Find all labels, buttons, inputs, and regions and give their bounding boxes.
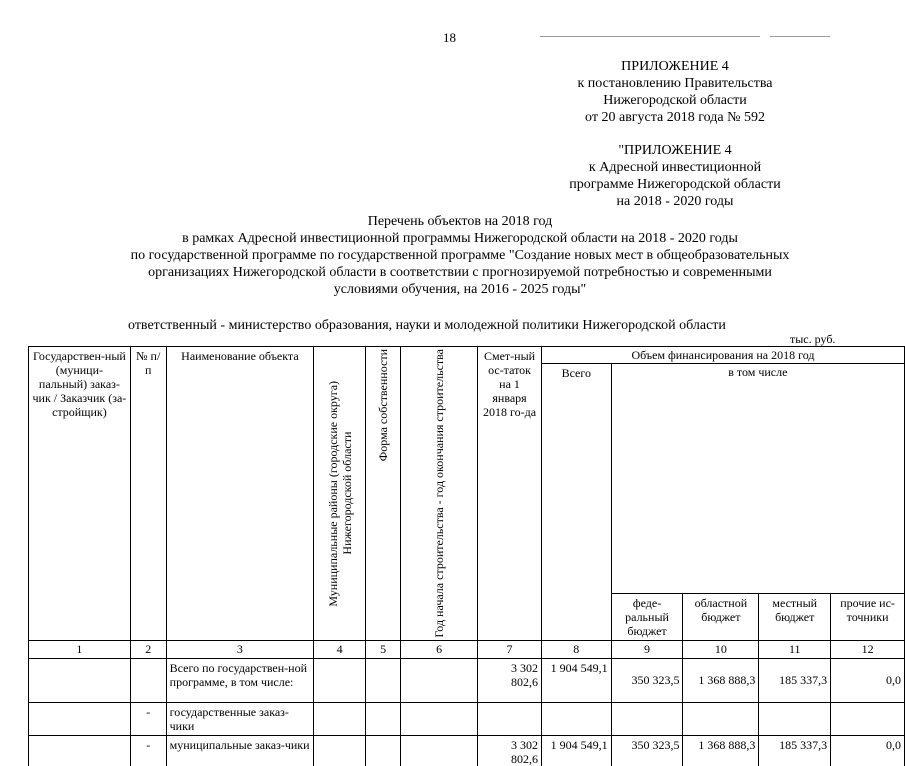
cell-district — [314, 702, 366, 735]
column-number: 12 — [831, 640, 905, 658]
header-years-text: Год начала строительства - год окончания строительства — [432, 349, 447, 638]
scan-artifact-line — [540, 36, 760, 37]
objects-table — [28, 346, 905, 766]
cell-ownership — [366, 735, 401, 766]
header-object: Наименование объекта — [166, 347, 314, 641]
title-line: по государственной программе по государственной программе "Создание новых мест в общеобразовательных — [130, 248, 790, 263]
column-number: 11 — [759, 640, 831, 658]
header-local: местный бюджет — [759, 593, 831, 640]
scan-artifact-line — [770, 36, 830, 37]
appendix-line: от 20 августа 2018 года № 592 — [585, 110, 765, 125]
cell-federal: 350 323,5 — [611, 658, 683, 702]
appendix-line: ПРИЛОЖЕНИЕ 4 — [621, 59, 729, 74]
cell-customer — [29, 658, 131, 702]
header-incl: в том числе — [611, 364, 904, 594]
column-number: 10 — [683, 640, 759, 658]
cell-years — [401, 735, 478, 766]
appendix-header — [545, 58, 805, 126]
cell-regional — [683, 702, 759, 735]
header-ownership-text: Форма собственности — [376, 349, 391, 462]
header-estimate: Смет-ный ос-таток на 1 января 2018 го-да — [478, 347, 542, 641]
cell-customer — [29, 735, 131, 766]
header-federal: феде-ральный бюджет — [611, 593, 683, 640]
header-district-text: Муниципальные районы (городские округа) Нижегородской области — [325, 380, 354, 607]
appendix-line: на 2018 - 2020 годы — [616, 194, 734, 209]
cell-total: 1 904 549,1 — [541, 735, 611, 766]
title-line: организациях Нижегородской области в соответствии с прогнозируемой потребностью и современными — [148, 265, 772, 280]
appendix-line: "ПРИЛОЖЕНИЕ 4 — [618, 143, 732, 158]
cell-regional: 1 368 888,3 — [683, 735, 759, 766]
header-financing: Объем финансирования на 2018 год — [541, 347, 904, 364]
table-row — [29, 658, 905, 702]
table-row — [29, 702, 905, 735]
cell-other: 0,0 — [831, 658, 905, 702]
appendix-line: к постановлению Правительства — [577, 76, 773, 91]
header-customer: Государствен-ный (муници-пальный) заказ-чик / Заказчик (за-стройщик) — [29, 347, 131, 641]
column-numbers-row — [29, 640, 905, 658]
cell-total — [541, 702, 611, 735]
responsible-line: ответственный - министерство образования, науки и молодежной политики Нижегородской области — [128, 318, 726, 333]
cell-other: 0,0 — [831, 735, 905, 766]
table-row — [29, 735, 905, 766]
cell-regional: 1 368 888,3 — [683, 658, 759, 702]
cell-federal: 350 323,5 — [611, 735, 683, 766]
column-number: 2 — [130, 640, 166, 658]
cell-num — [130, 658, 166, 702]
cell-num: - — [130, 702, 166, 735]
header-regional: областной бюджет — [683, 593, 759, 640]
column-number: 5 — [366, 640, 401, 658]
cell-district — [314, 735, 366, 766]
column-number: 6 — [401, 640, 478, 658]
cell-object: Всего по государствен-ной программе, в том числе: — [166, 658, 314, 702]
appendix-line: Нижегородской области — [603, 93, 747, 108]
header-years — [401, 347, 478, 641]
cell-object: государственные заказ-чики — [166, 702, 314, 735]
unit-label: тыс. руб. — [790, 332, 836, 346]
column-number: 1 — [29, 640, 131, 658]
cell-estimate: 3 302 802,6 — [478, 735, 542, 766]
header-district — [314, 347, 366, 641]
cell-estimate: 3 302 802,6 — [478, 658, 542, 702]
cell-federal — [611, 702, 683, 735]
appendix-line: программе Нижегородской области — [569, 177, 781, 192]
appendix-line: к Адресной инвестиционной — [588, 160, 762, 175]
cell-years — [401, 658, 478, 702]
title-line: Перечень объектов на 2018 год — [367, 214, 553, 229]
cell-num: - — [130, 735, 166, 766]
column-number: 8 — [541, 640, 611, 658]
cell-total: 1 904 549,1 — [541, 658, 611, 702]
cell-estimate — [478, 702, 542, 735]
cell-local: 185 337,3 — [759, 735, 831, 766]
cell-other — [831, 702, 905, 735]
header-total: Всего — [541, 364, 611, 641]
cell-ownership — [366, 702, 401, 735]
column-number: 9 — [611, 640, 683, 658]
column-number: 4 — [314, 640, 366, 658]
document-title — [80, 213, 840, 298]
page-number: 18 — [443, 30, 456, 45]
cell-object: муниципальные заказ-чики — [166, 735, 314, 766]
cell-local: 185 337,3 — [759, 658, 831, 702]
cell-district — [314, 658, 366, 702]
cell-customer — [29, 702, 131, 735]
title-line: условиями обучения, на 2016 - 2025 годы" — [333, 282, 587, 297]
column-number: 7 — [478, 640, 542, 658]
column-number: 3 — [166, 640, 314, 658]
header-ownership — [366, 347, 401, 641]
header-other: прочие ис-точники — [831, 593, 905, 640]
appendix-quote-header — [545, 142, 805, 210]
cell-local — [759, 702, 831, 735]
cell-ownership — [366, 658, 401, 702]
cell-years — [401, 702, 478, 735]
title-line: в рамках Адресной инвестиционной программы Нижегородской области на 2018 - 2020 годы — [182, 231, 738, 246]
header-num: № п/п — [130, 347, 166, 641]
